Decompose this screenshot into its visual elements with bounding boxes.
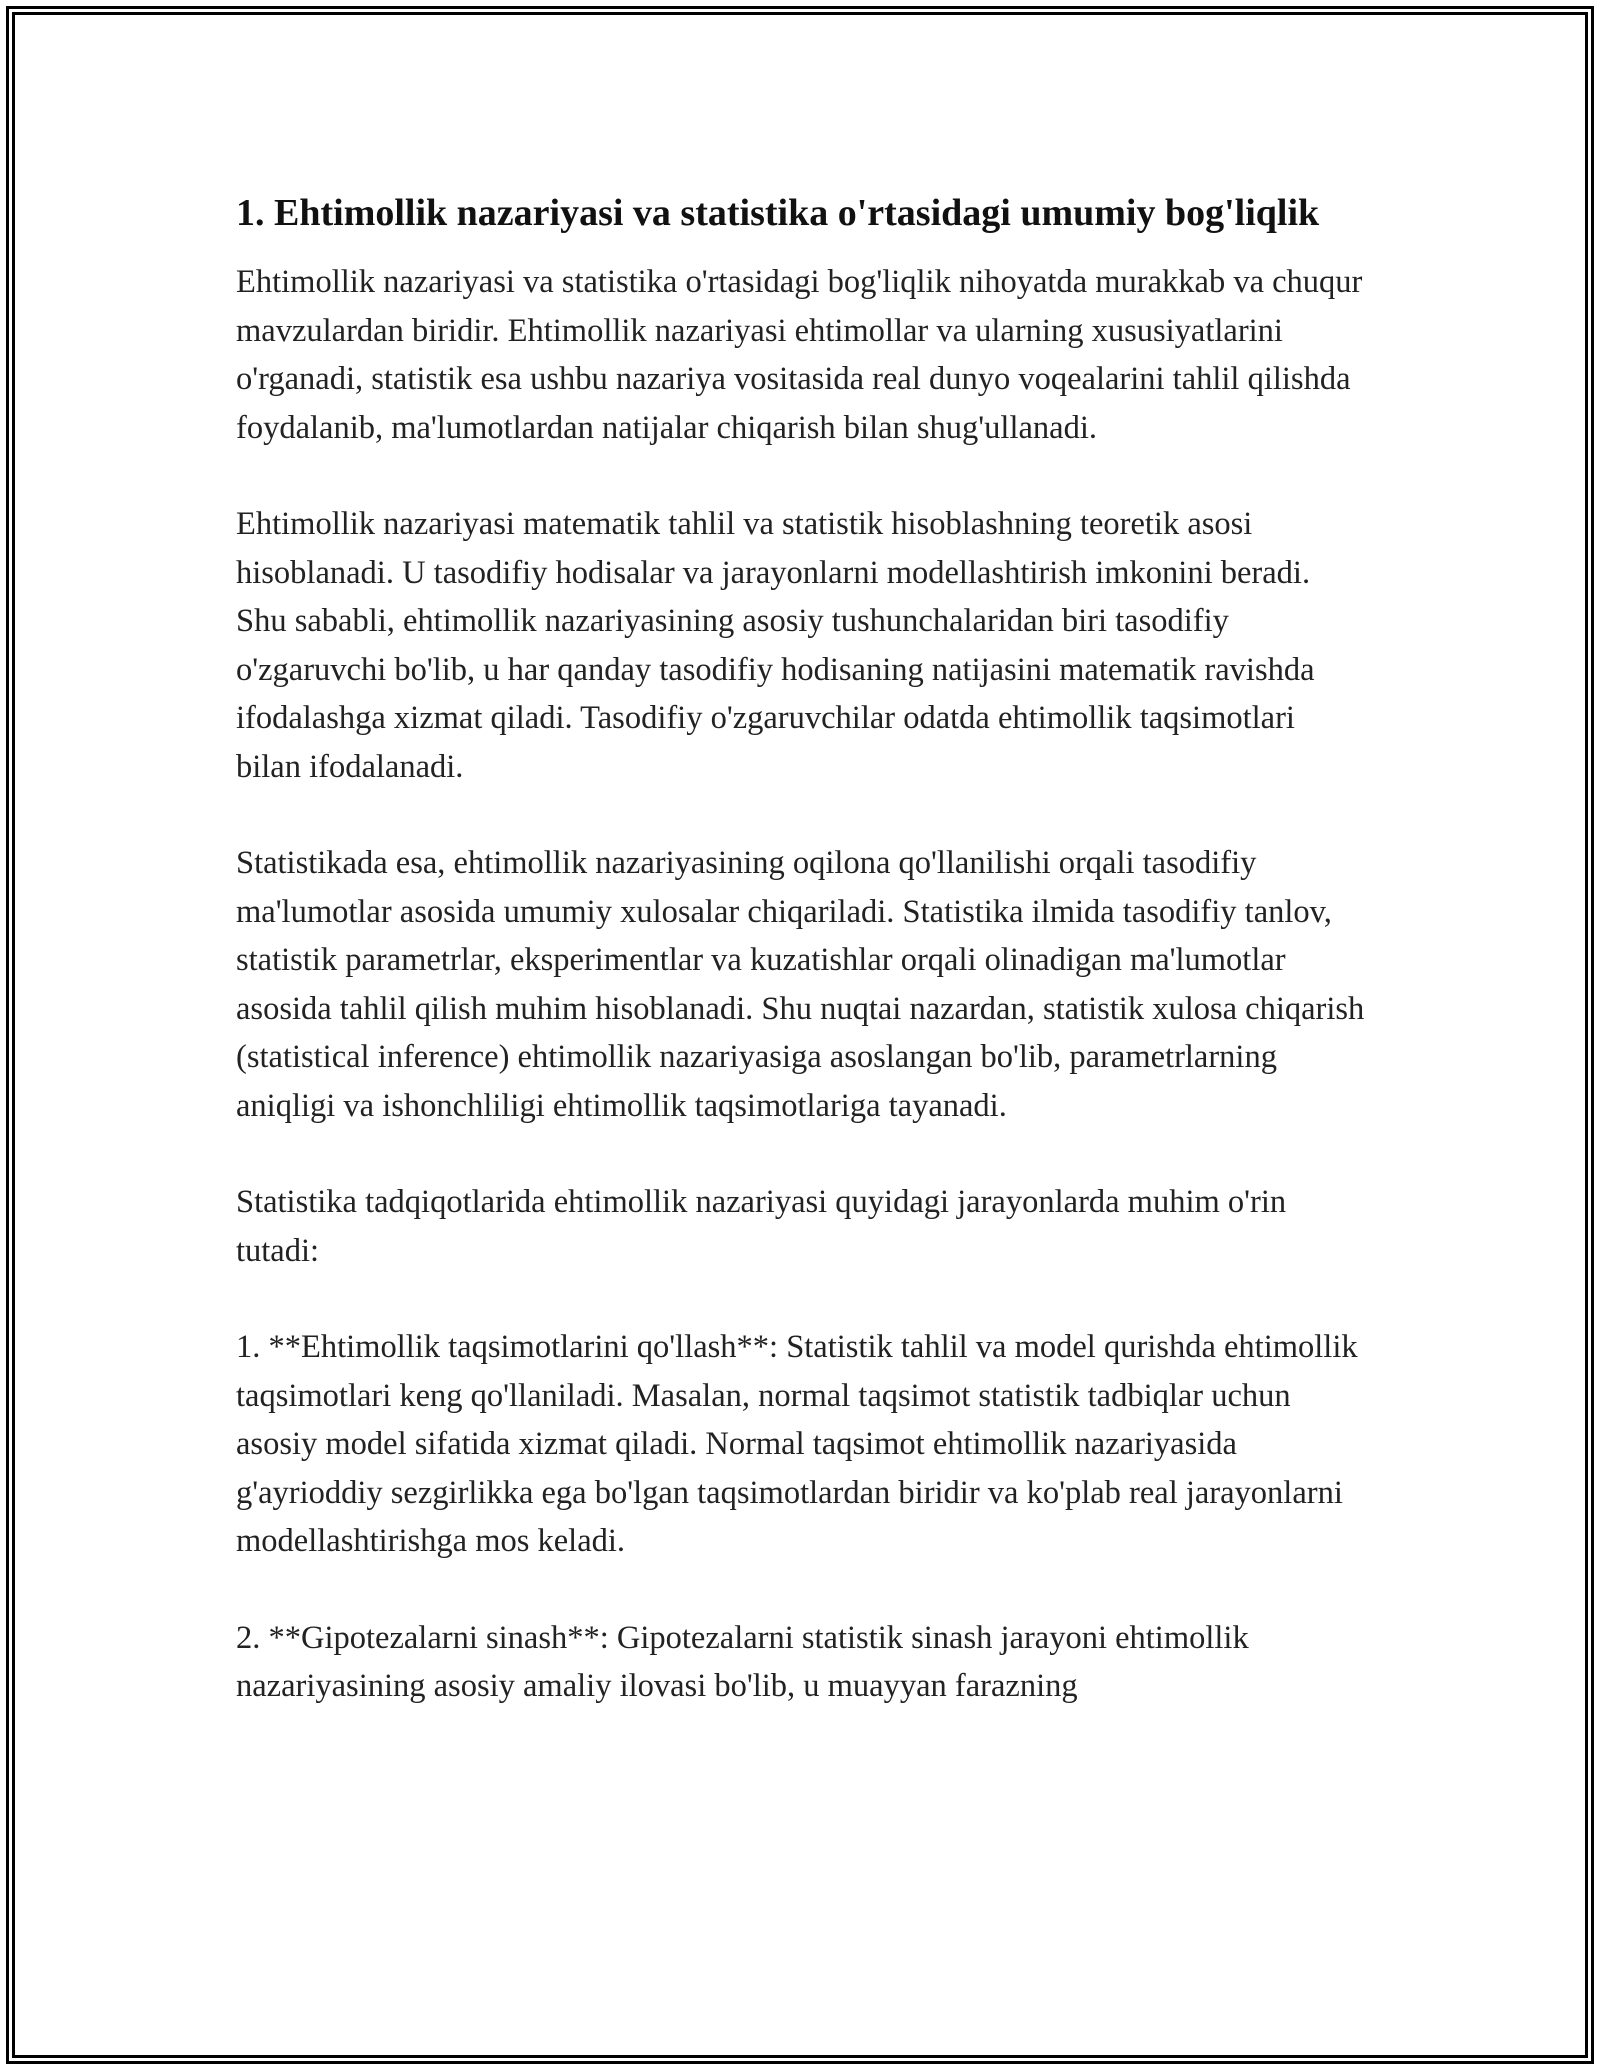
paragraph-statistics: Statistikada esa, ehtimollik nazariyasining oqilona qo'llanilishi orqali tasodifiy ma'lumotlar asosida umumiy xulosalar chiqariladi. Statistika ilmida tasodifiy tanlov, statistik parametrlar, eksperimentlar va kuzatishlar orqali olinadigan ma'lumotlar asosida tahlil qilish muhim hisoblanadi. Shu nuqtai nazardan, statistik xulosa chiqarish (statistical inference) ehtimollik nazariyasiga asoslangan bo'lib, parametrlarning aniqligi va ishonchliligi ehtimollik taqsimotlariga tayanadi. xyxy=(236,845,1365,1124)
document-body xyxy=(236,186,1366,1759)
paragraph-theory: Ehtimollik nazariyasi matematik tahlil va statistik hisoblashning teoretik asosi hisoblanadi. U tasodifiy hodisalar va jarayonlarni modellashtirish imkonini beradi. Shu sababli, ehtimollik nazariyasining asosiy tushunchalaridan biri tasodifiy o'zgaruvchi bo'lib, u har qanday tasodifiy hodisaning natijasini matematik ravishda ifodalashga xizmat qiladi. Tasodifiy o'zgaruvchilar odatda ehtimollik taqsimotlari bilan ifodalanadi. xyxy=(236,506,1315,785)
section-title: 1. Ehtimollik nazariyasi va statistika o'rtasidagi umumiy bog'liqlik xyxy=(236,192,1320,234)
list-item-distributions: 1. **Ehtimollik taqsimotlarini qo'llash**: Statistik tahlil va model qurishda ehtimollik taqsimotlari keng qo'llaniladi. Masalan, normal taqsimot statistik tadbiqlar uchun asosiy model sifatida xizmat qiladi. Normal taqsimot ehtimollik nazariyasida g'ayrioddiy sezgirlikka ega bo'lgan taqsimotlardan biridir va ko'plab real jarayonlarni modellashtirishga mos keladi. xyxy=(236,1329,1358,1559)
list-item-hypothesis-testing: 2. **Gipotezalarni sinash**: Gipotezalarni statistik sinash jarayoni ehtimollik nazariyasining asosiy amaliy ilovasi bo'lib, u muayyan farazning xyxy=(236,1619,1249,1704)
paragraph-list-intro: Statistika tadqiqotlarida ehtimollik nazariyasi quyidagi jarayonlarda muhim o'rin tutadi: xyxy=(236,1184,1287,1269)
paragraph-intro: Ehtimollik nazariyasi va statistika o'rtasidagi bog'liqlik nihoyatda murakkab va chuqur mavzulardan biridir. Ehtimollik nazariyasi ehtimollar va ularning xususiyatlarini o'rganadi, statistik esa ushbu nazariya vositasida real dunyo voqealarini tahlil qilishda foydalanib, ma'lumotlardan natijalar chiqarish bilan shug'ullanadi. xyxy=(236,264,1363,446)
